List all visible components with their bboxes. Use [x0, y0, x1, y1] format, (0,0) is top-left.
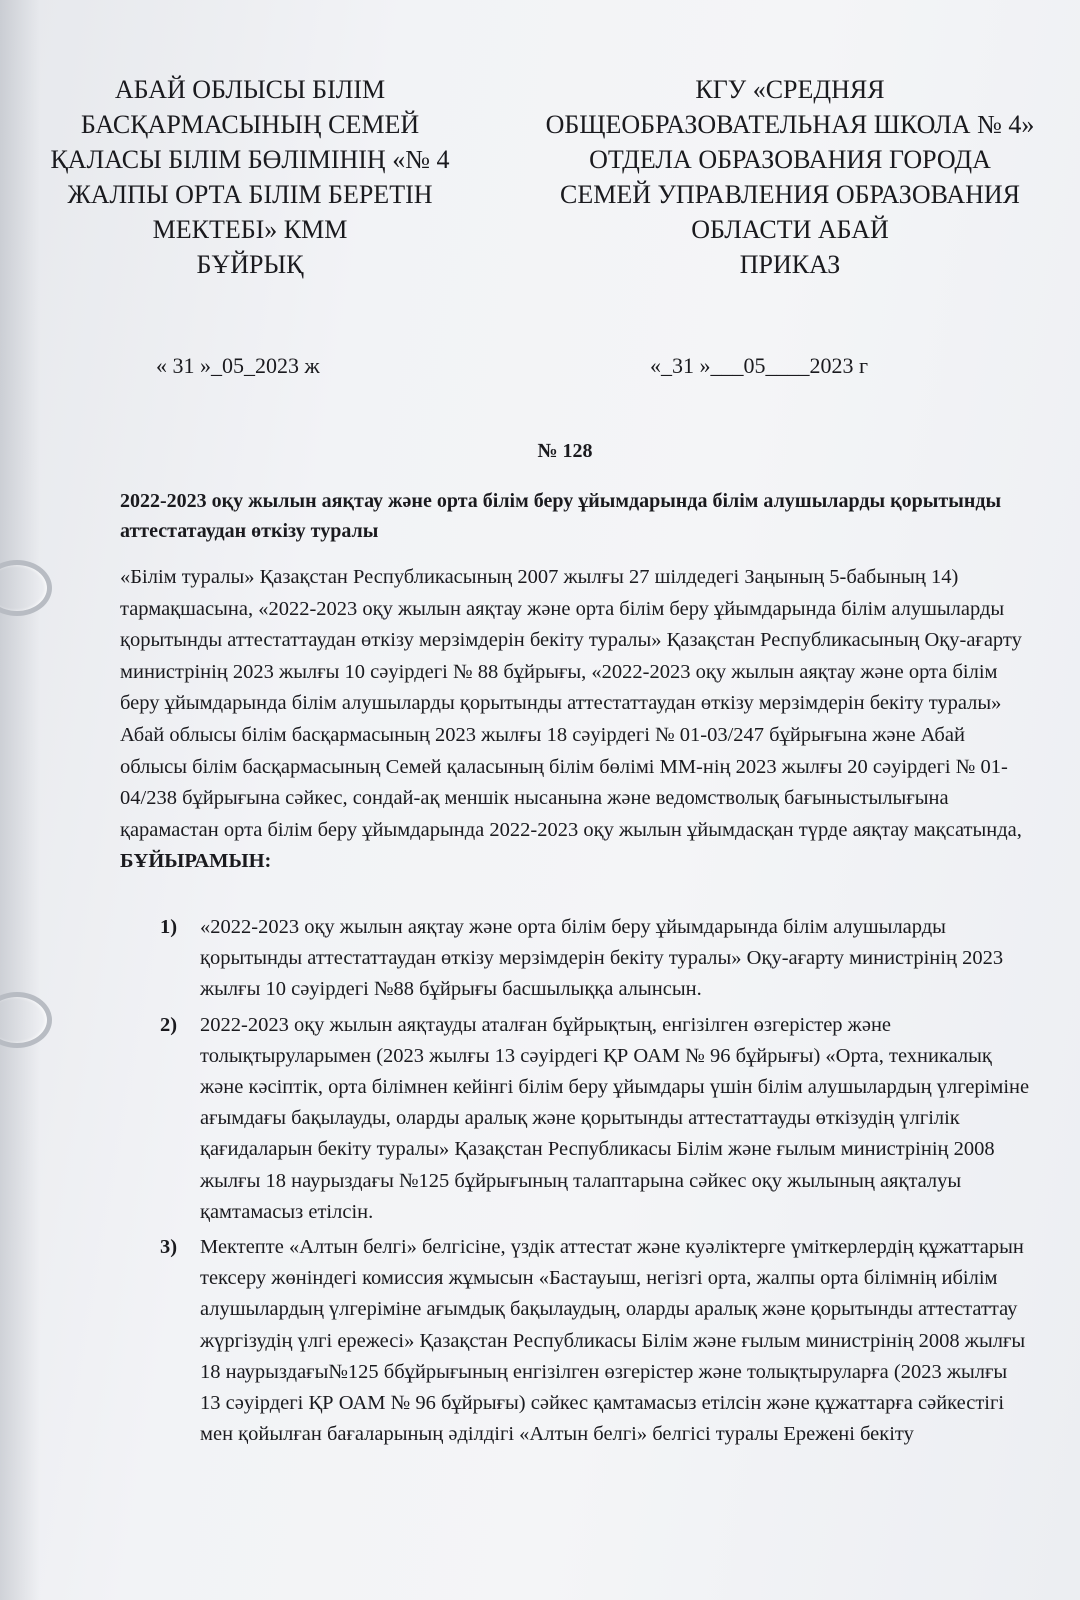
binder-ring-bottom — [0, 992, 52, 1048]
item-text: «2022-2023 оқу жылын аяқтау және орта білім беру ұйымдарында білім алушыларды қорытынды аттестаттаудан өткізу мерзімдерін бекіту туралы» Оқу-ағарту министрінің 2023 жылғы 10 сәуірдегі №88 бұйрығы басшылыққа алынсын. — [200, 916, 1004, 1001]
date-russian: «_31 »___05____2023 г — [650, 353, 869, 378]
order-items-list — [160, 912, 1030, 1454]
preamble-paragraph — [120, 562, 1025, 878]
item-number: 1) — [160, 916, 178, 938]
item-text: 2022-2023 оқу жылын аяқтауды аталған бұйрықтың, енгізілген өзгерістер және толықтыруларымен (2023 жылғы 13 сәуірдегі ҚР ОАМ № 96 бұйрығы) «Орта, техникалық және кәсіптік, орта білімнен кейінгі білім беру ұйымдары үшін білім алушылардың үлгеріміне ағымдағы бақылауды, оларды аралық және қорытынды аттестаттауды өткізудің үлгілік қағидаларын бекіту туралы» Қазақстан Республикасы Білім және ғылым министрінің 2008 жылғы 18 наурыздағы №125 бұйрығының талаптарына сәйкес оқу жылының аяқталуы қамтамасыз етілсін. — [200, 1013, 1030, 1223]
order-item — [160, 1010, 1030, 1228]
item-text: Мектепте «Алтын белгі» белгісіне, үздік аттестат және куәліктерге үміткерлердің құжаттарын тексеру жөніндегі комиссия жұмысын «Бастауыш, негізгі орта, жалпы орта білімнің ибілім алушылардың үлгеріміне ағымдық бақылаудың, оларды аралық және қорытынды аттестаттау жүргізудің үлгі ережесі» Қазақстан Республикасы Білім және ғылым министрінің 2008 жылғы 18 наурыздағы№125 ббұйрығының енгізілген өзгерістер және толықтыруларға (2023 жылғы 13 сәуірдегі ҚР ОАМ № 96 бұйрығы) сәйкес қамтамасыз етілсін және құжаттарға сәйкестігі мен қойылған бағаларының әділдігі «Алтын белгі» белгісі туралы Ережені бекіту — [200, 1236, 1026, 1446]
decree-word: БҰЙЫРАМЫН: — [120, 850, 272, 873]
header-left-line: БҰЙРЫҚ — [196, 250, 304, 279]
preamble-text: «Білім туралы» Қазақстан Республикасының 2007 жылғы 27 шілдедегі Заңының 5-бабының 14) тармақшасына, «2022-2023 оқу жылын аяқтау және орта білім беру ұйымдарында білім алушыларды қорытынды аттестаттаудан өткізу мерзімдерін бекіту туралы» Қазақстан Республикасының Оқу-ағарту министрінің 2023 жылғы 10 сәуірдегі № 88 бұйрығы, «2022-2023 оқу жылын аяқтау және орта білім беру ұйымдарында білім алушыларды қорытынды аттестаттаудан өткізу мерзімдерін бекіту туралы» Абай облысы білім басқармасының 2023 жылғы 18 сәуірдегі № 01-03/247 бұйрығына және Абай облысы білім басқармасының Семей қаласының білім бөлімі ММ-нің 2023 жылғы 20 сәуірдегі № 01-04/238 бұйрығына сәйкес, сондай-ақ меншік нысанына және ведомстволық бағыныстылығына қарамастан орта білім беру ұйымдарында 2022-2023 оқу жылын ұйымдасқан түрде аяқтау мақсатында, — [120, 566, 1022, 841]
binder-ring-top — [0, 560, 52, 616]
order-number: № 128 — [537, 440, 593, 462]
header-left-line: ҚАЛАСЫ БІЛІМ БӨЛІМІНІҢ «№ 4 — [50, 145, 450, 174]
order-item — [160, 1232, 1030, 1450]
order-item — [160, 912, 1030, 1006]
header-right-line: СЕМЕЙ УПРАВЛЕНИЯ ОБРАЗОВАНИЯ — [559, 180, 1020, 209]
header-right-line: ОБЛАСТИ АБАЙ — [691, 215, 889, 244]
header-left-line: ЖАЛПЫ ОРТА БІЛІМ БЕРЕТІН — [67, 180, 433, 209]
header-left-line: МЕКТЕБІ» КММ — [152, 215, 348, 244]
item-number: 3) — [160, 1236, 178, 1259]
item-number: 2) — [160, 1013, 178, 1036]
header-right-line: КГУ «СРЕДНЯЯ — [695, 75, 885, 104]
order-title: 2022-2023 оқу жылын аяқтау және орта білім беру ұйымдарында білім алушыларды қорытынды аттестатаудан өткізу туралы — [120, 490, 1002, 542]
header-left-line: АБАЙ ОБЛЫСЫ БІЛІМ — [114, 75, 386, 104]
header-right-line: ОБЩЕОБРАЗОВАТЕЛЬНАЯ ШКОЛА № 4» — [545, 110, 1035, 139]
header-kazakh — [30, 72, 470, 282]
header-left-line: БАСҚАРМАСЫНЫҢ СЕМЕЙ — [80, 110, 420, 139]
date-kazakh: « 31 »_05_2023 ж — [156, 353, 320, 378]
header-right-line: ПРИКАЗ — [739, 250, 841, 279]
header-right-line: ОТДЕЛА ОБРАЗОВАНИЯ ГОРОДА — [589, 145, 991, 174]
header-russian — [520, 72, 1060, 282]
